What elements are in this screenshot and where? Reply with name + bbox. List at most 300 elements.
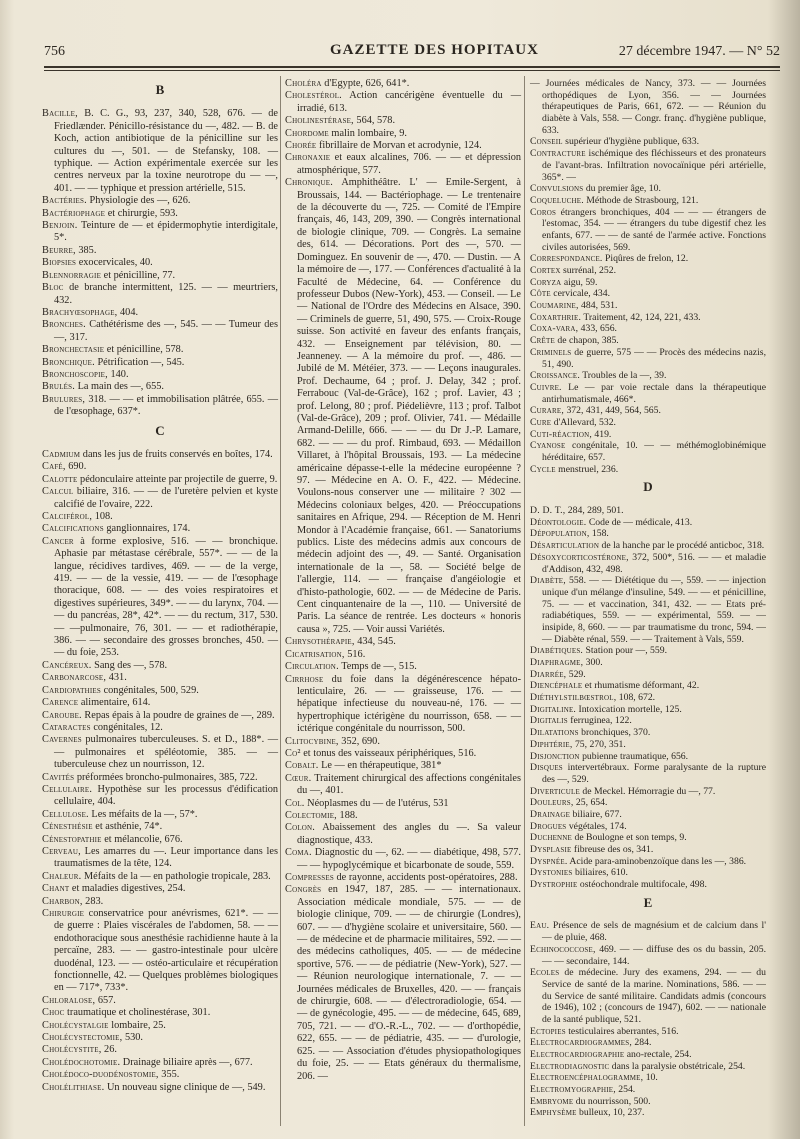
entry-text: en 1947, 187, 285. — — internationaux. Association médicale mondiale, 575. — — de biologie clinique, 709. — — de chirurgie (Londres), 607. — — d'hygiène scolaire et universitaire, 560. — — de médecine et de pharmacie militaires, 592. — — des médecins catholiques, 405. — — de médecine sportive, 576. — — de pédiatrie (New-York), 527. — — Réunion neurologique internationale, 7. — — Journées médicales de Bruxelles, 420. — — français de chirurgie, 608. — — d'électroradiologie, 654. — — de gynécologie, 495. — — de médecine, 645, 689, 705, 721. — — d'O.-R.-L., 702. — — d'orthopédie, 622, 655. — — de pédiatrie, 435. — — d'urologie, 625. — — Association d'études physiopathologiques du foie, 25. — — Etats généraux du thermalisme, 206. —	[297, 884, 521, 1082]
entry-text: Traitement chirurgical des affections congénitales du —, 401.	[297, 772, 521, 797]
index-entry	[42, 834, 278, 846]
index-entry	[530, 844, 766, 856]
section-letter: E	[643, 894, 653, 910]
index-entry	[530, 944, 766, 967]
entry-text: Méfaits de la — en pathologie tropicale, 283.	[81, 870, 271, 882]
entry-headword: Cirrhose	[285, 673, 324, 685]
entry-text: Troubles de la —, 39.	[579, 370, 667, 382]
entry-headword: Diaphragme,	[530, 657, 584, 668]
entry-headword: Drainage	[530, 808, 571, 820]
entry-headword: Cellulaire.	[42, 783, 93, 795]
entry-headword: Ecoles	[530, 967, 560, 979]
index-entry	[530, 786, 766, 798]
index-entry	[285, 736, 521, 748]
entry-headword: Dyspnée.	[530, 855, 568, 867]
entry-text: 25, 654.	[573, 797, 608, 809]
entry-headword: Coma.	[285, 847, 312, 859]
entry-text: à forme explosive, 516. — — bronchique. Aphasie par métastase cérébrale, 557*. — — de la langue, récidives tardives, 469. — — de la verge, 419. — — de la vessie, 419. — — de l'œsophage thoracique, 608. — — des voies respiratoires et digestives supérieures, 349*. — — du larynx, 704. — — du pancréas, 28*, 42*. — — du rectum, 317, 530. — —pulmonaire, 76, 301. — — et radiothérapie, 386. — — secondaire des grosses bronches, 450. — — du foie, 253.	[54, 535, 278, 659]
entry-headword: Drogues	[530, 820, 567, 832]
entry-headword: Cholédochotomie.	[42, 1056, 121, 1068]
entry-headword: Ectopies	[530, 1025, 566, 1037]
entry-headword: Coros	[530, 206, 557, 218]
index-entry	[530, 136, 766, 148]
entry-headword: Cénesthésie	[42, 821, 93, 833]
index-entry	[530, 78, 766, 136]
index-entry	[530, 207, 766, 254]
entry-text: et pénicilline, 578.	[104, 344, 184, 356]
entry-headword: Dilatations	[530, 727, 579, 739]
entry-headword: Disques	[530, 762, 563, 774]
entry-headword: Disjonction	[530, 750, 580, 762]
entry-text: 283.	[82, 895, 104, 907]
header-rule-thin	[44, 70, 780, 71]
entry-headword: Chronique.	[285, 177, 333, 189]
entry-headword: Chordome	[285, 127, 329, 139]
entry-headword: Coxa-vara,	[530, 323, 579, 335]
entry-headword: D. D. T.,	[530, 505, 566, 517]
entry-headword: Dystonies	[530, 867, 573, 879]
index-entry	[42, 809, 278, 821]
entry-text: 300.	[583, 657, 603, 668]
entry-text: Hypothèse sur les processus d'édification cellulaire, 404.	[54, 783, 278, 808]
entry-text: de Boulogne et son temps, 9.	[572, 832, 687, 844]
entry-text: 564, 578.	[353, 115, 396, 127]
entry-headword: Electroencéphalogramme,	[530, 1072, 644, 1084]
entry-headword: Col.	[285, 797, 305, 809]
entry-headword: Chant	[42, 883, 70, 895]
index-entry	[285, 128, 521, 140]
entry-text: 75, 270, 351.	[572, 738, 626, 750]
index-entry	[530, 751, 766, 763]
index-entry	[42, 710, 278, 722]
entry-text: Cathétérisme des —, 545. — — Tumeur des —, 317.	[54, 319, 278, 343]
entry-text: bronchiques, 370.	[578, 727, 651, 739]
index-entry	[285, 748, 521, 760]
entry-text: B. C. G., 93, 237, 340, 528, 676. — de Friedlænder. Pénicillo-résistance du —, 482. — B. de Koch, action antibiotique de la pénicilline sur les cultures du —, 501. — de Stefansky, 108. — typhique. — Action expérimentale exercée sur les centres nerveux par la toxine neurotrope du — —, 401. — — typhique et pression artérielle, 515.	[54, 108, 278, 194]
index-entry	[285, 177, 521, 636]
entry-text: Abaissement des angles du —. Sa valeur diagnostique, 433.	[297, 822, 521, 846]
index-entry	[530, 382, 766, 405]
index-entry	[530, 879, 766, 891]
entry-headword: Bronchique.	[42, 356, 95, 368]
index-entry	[530, 669, 766, 681]
index-entry	[42, 536, 278, 660]
index-entry	[530, 1096, 766, 1108]
index-entry	[530, 552, 766, 575]
entry-text: Temps de —, 515.	[338, 661, 417, 673]
entry-text: et pénicilline, 77.	[101, 269, 176, 281]
entry-text: Amphithéâtre. L' — Emile-Sergent, à Broussais, 144. — Bactériophage. — Le trentenaire de la découverte du —, 725. — Comité de l'Empire français, 46, 143, 209, 390. — Congrès international de biologie clinique, 709. — Congrès. La semaine des, 614. — Décorations. Port des —, 570. — Dominguez. En souvenir de —, 470. — Dustin. — A la mémoire de —, 177. — Conférences d'actualité à la Faculté de Médecine, 64. — Conférence du professeur Dubos (New-York), 453. — Conseil. — Le — National de l'Ordre des Médecins en Alsace, 390. — Criminels de guerre, 51, 490, 575. — Croix-Rouge suisse. Son activité en faveur des enfants français, 432. — Enseignement par télévision, 80. — Jeanneney. — A la mémoire du prof. —, 486. — Jubilé de M. Météier, 373. — — Leçons inaugurales. Prof. Dechaume, 64 ; prof. J. Delay, 342 ; prof. Ferrabouc (Val-de-Grâce), 162 ; prof. Lavier, 43 ; prof. Lelong, 80 ; prof. Piédelièvre, 113 ; prof. Talbot (Val-de-Grâce), 209 ; prof. Olivier, 741. — Médaille Armand-Delille, 666. — — — du Dr J.-P. Lamare, 682. — — — du prof. Rimbaud, 693. — Médaillon Villaret, à l'hôpital Broussais, 193. — La médecine américaine dépasse-t-elle la médecine européenne ? 97. — Médecine en A. O. F., 422. — Médecine. Voulons-nous conserver une — militaire ? 302 — Médecins coloniaux belges, 420. — Préoccupations sanitaires en Afrique, 294. — Réception de M. Henri Mondor à l'Académie française, 661. — Sanatoriums publics. Liste des médecins admis aux concours de médecin adjoint des —, 49. — Santé. Organisation internationale de la —, 58. — Société belge de l'allergie, 114. — — française d'angéiologie et d'histo-pathologie, 602. — — de Médecine de Paris. Cent cinquantenaire de la —, 110. — Université de Paris. La séance de rentrée. Les docteurs « honoris causa », 725. — Voir aussi Variétés.	[297, 177, 521, 635]
entry-headword: Chrysothérapie,	[285, 636, 355, 648]
index-entry	[530, 715, 766, 727]
entry-text: et chirurgie, 593.	[105, 207, 178, 219]
entry-headword: Cholinestérase,	[285, 115, 354, 127]
entry-text: Les méfaits de la —, 57*.	[88, 808, 198, 820]
entry-headword: Electrocardiographie	[530, 1049, 625, 1060]
entry-text: et maladies digestives, 254.	[69, 883, 186, 895]
index-entry	[42, 734, 278, 771]
index-entry	[42, 474, 278, 486]
entry-headword: Co²	[285, 747, 301, 759]
entry-text: 516.	[344, 648, 366, 660]
page-header	[30, 40, 780, 68]
index-entry	[530, 517, 766, 529]
entry-text: testiculaires aberrantes, 516.	[565, 1025, 679, 1037]
index-entry	[530, 405, 766, 417]
entry-text: ano-rectale, 254.	[624, 1049, 692, 1060]
entry-headword: Conseil	[530, 136, 563, 148]
entry-headword: Electrocardiogrammes,	[530, 1037, 632, 1049]
index-entry	[530, 253, 766, 265]
entry-headword: Cholédoco-duodénostomie,	[42, 1069, 159, 1081]
entry-headword: Bacille,	[42, 108, 78, 120]
index-entry	[42, 394, 278, 419]
index-entry	[285, 661, 521, 673]
entry-text: Drainage biliaire après —, 677.	[120, 1056, 253, 1068]
entry-headword: Cellulose.	[42, 808, 89, 820]
index-entry	[530, 727, 766, 739]
entry-text: 419.	[591, 428, 612, 440]
entry-text: 372, 500*, 516. — — et maladie d'Addison, 432, 498.	[542, 551, 766, 575]
entry-text: 284, 289, 501.	[565, 505, 624, 517]
entry-text: 404.	[117, 306, 139, 318]
entry-headword: Calcifications	[42, 523, 104, 535]
entry-text: Acide para-aminobenzoïque dans les —, 386.	[567, 855, 747, 867]
entry-text: 188.	[336, 809, 358, 821]
index-entry	[530, 1049, 766, 1061]
entry-headword: Douleurs,	[530, 797, 574, 809]
entry-text: exocervicales, 40.	[76, 257, 153, 269]
index-entry	[42, 672, 278, 684]
entry-headword: Calotte	[42, 473, 78, 485]
entry-headword: Cortex	[530, 265, 561, 276]
header-rule	[44, 66, 780, 68]
entry-text: fibrillaire de Morvan et acrodynie, 124.	[316, 140, 482, 152]
entry-text: dans les jus de fruits conservés en boîtes, 174.	[80, 448, 273, 460]
entry-headword: Cycle	[530, 463, 556, 475]
index-entry	[42, 697, 278, 709]
index-entry	[42, 344, 278, 356]
entry-text: et eaux alcalines, 706. — — et dépression atmosphérique, 577.	[297, 152, 521, 176]
entry-headword: Bactéries.	[42, 195, 87, 207]
entry-text: alimentaire, 614.	[78, 697, 151, 709]
index-entry	[42, 908, 278, 995]
entry-text: Le — par voie rectale dans la thérapeutique antirhumatismale, 466*.	[542, 381, 766, 405]
entry-text: intervertébraux. Forme paralysante de la rupture des —, 529.	[542, 762, 766, 785]
entry-headword: Cholécystectomie,	[42, 1032, 123, 1044]
entry-text: 431.	[106, 672, 127, 684]
index-entry	[42, 883, 278, 895]
index-entry	[42, 270, 278, 282]
entry-headword: Beurre,	[42, 244, 76, 256]
index-entry	[285, 872, 521, 884]
index-entry	[42, 208, 278, 220]
entry-text: Code de — médicale, 413.	[586, 516, 693, 528]
entry-text: végétales, 174.	[566, 820, 627, 832]
entry-text: ischémique des fléchisseurs et des pronateurs de l'avant-bras. Infiltration novocaïnique péri artérielle, 365*. —	[542, 148, 766, 183]
entry-text: Traitement, 42, 124, 221, 433.	[581, 311, 701, 323]
index-entry	[42, 846, 278, 871]
entry-text: de guerre, 575 — — Procès des médecins nazis, 51, 490.	[542, 346, 766, 370]
entry-text: 657.	[95, 994, 116, 1006]
index-entry	[42, 871, 278, 883]
entry-text: 690.	[65, 461, 87, 473]
entry-headword: Choc	[42, 1007, 65, 1019]
entry-text: Pétrification —, 545.	[94, 356, 185, 368]
index-entry	[530, 277, 766, 289]
entry-text: Teinture de — et épidermophytie interdigitale, 5*.	[54, 220, 278, 244]
entry-headword: Digitaline.	[530, 703, 577, 715]
entry-text: 284.	[632, 1037, 652, 1049]
index-column-2	[285, 78, 521, 1083]
index-entry	[530, 148, 766, 183]
index-entry	[530, 464, 766, 476]
entry-headword: Cyanose	[530, 440, 566, 452]
index-entry	[530, 440, 766, 463]
entry-headword: Circulation.	[285, 661, 339, 673]
entry-headword: Charbon,	[42, 895, 83, 907]
entry-text: 108.	[92, 511, 113, 522]
issue-date: 27 décembre 1947. — N° 52	[618, 44, 780, 59]
index-column-3	[530, 78, 766, 1119]
section-letter: B	[155, 82, 165, 97]
index-entry	[42, 307, 278, 319]
entry-headword: Crête	[530, 335, 555, 347]
index-entry	[530, 762, 766, 785]
index-entry	[42, 995, 278, 1007]
entry-headword: Curare,	[530, 405, 565, 417]
entry-text: congénitales, 500, 529.	[101, 684, 199, 696]
entry-headword: Cholécystalgie	[42, 1019, 109, 1031]
entry-text: de chapon, 385.	[554, 335, 619, 347]
index-entry	[530, 867, 766, 879]
entry-headword: Blennorragie	[42, 269, 102, 281]
entry-headword: Brachyœsophage,	[42, 306, 118, 318]
entry-headword: Diarrée,	[530, 668, 567, 680]
index-entry	[530, 347, 766, 370]
entry-headword: Carbonarcose,	[42, 672, 107, 684]
entry-headword: Criminels	[530, 346, 572, 358]
index-entry	[285, 649, 521, 661]
index-entry	[530, 1107, 766, 1119]
index-entry	[530, 183, 766, 195]
index-entry	[42, 1032, 278, 1044]
entry-headword: Cicatrisation,	[285, 648, 345, 660]
entry-headword: Congrès	[285, 884, 322, 896]
entry-text: bulleux, 10, 237.	[576, 1107, 645, 1119]
index-entry	[530, 832, 766, 844]
entry-text: 140.	[107, 368, 129, 380]
index-entry	[42, 660, 278, 672]
entry-headword: Dépopulation,	[530, 528, 590, 540]
entry-headword: Coxarthrie.	[530, 311, 582, 323]
index-entry	[42, 1057, 278, 1069]
entry-text: du foie dans la dégénérescence hépato-lenticulaire, 26. — — graisseuse, 176. — — hépatique infectieuse du nouveau-né, 176. — — hypertrophique ictérigène du nourrisson, 658. — — ictérique congénitale du nourrisson, 500.	[297, 673, 521, 735]
entry-headword: Colon.	[285, 822, 316, 834]
entry-text: de rayonne, accidents post-opératoires, 288.	[333, 872, 518, 883]
index-entry	[530, 335, 766, 347]
entry-headword: Brulés.	[42, 381, 76, 393]
entry-headword: Eau.	[530, 920, 550, 932]
index-entry	[42, 381, 278, 393]
entry-text: de la hanche par le procédé anticboc, 318.	[599, 540, 765, 552]
section-letter: D	[643, 479, 653, 495]
entry-text: d'Allevard, 532.	[551, 416, 616, 428]
index-entry	[285, 115, 521, 127]
index-entry	[530, 1084, 766, 1096]
entry-text: Piqûres de frelon, 12.	[602, 253, 689, 265]
entry-text: pubienne traumatique, 656.	[579, 750, 689, 762]
entry-headword: Coqueluche.	[530, 194, 584, 206]
entry-headword: Chorée	[285, 140, 317, 152]
index-entry	[530, 920, 766, 943]
index-entry	[42, 685, 278, 697]
entry-text: menstruel, 236.	[555, 463, 619, 475]
entry-text: 355.	[158, 1069, 180, 1081]
entry-text: pédonculaire atteinte par projectile de guerre, 9.	[77, 473, 278, 485]
entry-headword: Convulsions	[530, 183, 584, 195]
entry-headword: Cardiopathies	[42, 684, 101, 696]
index-entry	[42, 282, 278, 307]
index-entry	[42, 1082, 278, 1094]
entry-headword: Cœur.	[285, 772, 312, 784]
entry-text: 372, 431, 449, 564, 565.	[564, 405, 661, 417]
index-entry	[42, 220, 278, 245]
entry-text: 484, 531.	[578, 300, 618, 312]
entry-text: 530.	[122, 1032, 143, 1044]
entry-headword: Chloralose,	[42, 994, 96, 1006]
entry-text: Station pour —, 559.	[583, 645, 668, 657]
entry-text: 254.	[615, 1084, 636, 1096]
entry-headword: Cadmium	[42, 448, 81, 460]
entry-headword: Cataractes	[42, 721, 91, 733]
index-entry	[530, 195, 766, 207]
entry-text: traumatique et cholinestérase, 301.	[64, 1007, 211, 1019]
entry-headword: Duchenne	[530, 832, 573, 844]
entry-text: Méthode de Strasbourg, 121.	[583, 194, 699, 206]
index-entry	[42, 461, 278, 473]
entry-text: Les amarres du —. Leur importance dans les traumatismes de la tête, 124.	[54, 845, 278, 870]
entry-text: Diagnostic du —, 62. — — diabétique, 498, 577. — — hypoglycémique et bicarbonate de soude, 559.	[297, 847, 521, 871]
index-entry	[530, 540, 766, 552]
index-entry	[42, 1044, 278, 1056]
index-entry	[42, 1069, 278, 1081]
entry-text: et rhumatisme déformant, 42.	[582, 680, 700, 692]
index-entry	[42, 449, 278, 461]
entry-text: supérieur d'hygiène publique, 633.	[562, 136, 700, 148]
entry-headword: Echinococcose,	[530, 943, 596, 955]
entry-text: et asthénie, 74*.	[92, 821, 163, 833]
entry-headword: Bronchectasie	[42, 344, 105, 356]
entry-text: et mélancolie, 676.	[101, 833, 183, 845]
entry-headword: Désarticulation	[530, 540, 600, 552]
entry-headword: Digitalis	[530, 715, 568, 727]
entry-text: du nourrisson, 500.	[573, 1095, 651, 1107]
index-entry	[285, 140, 521, 152]
entry-text: conservatrice pour anévrismes, 621*. — — de guerre : Plaies viscérales de l'abdomen, 58. — — endothoracique sous anesthésie rachidienne haute à la percaïne, 283. — — gastro-intestinale pour ulcère duodénal, 123. — — ostéo-articulaire et récupération fonctionnelle, 42. — Quelques problèmes biologiques en — 717*, 733*.	[54, 908, 278, 994]
entry-text: et tonus des vaisseaux périphériques, 516.	[300, 747, 477, 759]
entry-text: du premier âge, 10.	[583, 183, 661, 195]
entry-text: préformées broncho-pulmonaires, 385, 722.	[74, 771, 258, 783]
entry-text: fibreuse des os, 341.	[571, 844, 654, 855]
entry-text: congénitales, 12.	[90, 721, 163, 733]
entry-headword: Benjoin.	[42, 220, 78, 232]
index-entry	[530, 809, 766, 821]
entry-text: Repas épais à la poudre de graines de —, 289.	[81, 709, 275, 721]
entry-headword: Electromyographie,	[530, 1084, 616, 1096]
index-entry	[530, 657, 766, 669]
entry-headword: Diéthylstilbœstrol,	[530, 692, 617, 704]
entry-headword: Cavités	[42, 771, 75, 783]
index-entry	[42, 896, 278, 908]
index-entry	[285, 798, 521, 810]
index-entry	[42, 821, 278, 833]
entry-headword: Chaleur.	[42, 870, 82, 882]
index-entry	[530, 312, 766, 324]
entry-text: ostéochondrale multifocale, 498.	[577, 879, 707, 891]
journal-title: GAZETTE DES HOPITAUX	[330, 42, 539, 58]
entry-text: cervicale, 434.	[550, 288, 611, 300]
entry-text: 108, 672.	[616, 692, 656, 704]
entry-text: Sang des —, 578.	[91, 659, 168, 671]
index-entry	[530, 821, 766, 833]
index-entry	[42, 511, 278, 523]
entry-headword: Bronches.	[42, 319, 86, 331]
index-entry	[42, 1020, 278, 1032]
index-entry	[530, 692, 766, 704]
entry-headword: Correspondance.	[530, 253, 603, 265]
page-number: 756	[44, 44, 65, 59]
index-entry	[42, 772, 278, 784]
entry-text: 433, 656.	[578, 323, 617, 335]
index-entry	[530, 680, 766, 692]
index-entry	[285, 773, 521, 798]
entry-text: 26.	[101, 1044, 117, 1056]
index-entry	[530, 856, 766, 868]
entry-text: 385.	[75, 244, 97, 256]
index-entry	[42, 369, 278, 381]
index-entry	[285, 152, 521, 177]
entry-text: biliaire, 677.	[570, 808, 622, 820]
entry-text: Le — en thérapeutique, 381*	[318, 760, 442, 772]
entry-text: d'Egypte, 626, 641*.	[321, 78, 410, 89]
entry-text: biliaire, 316. — — de l'uretère pelvien et kyste calcifié de l'ovaire, 222.	[54, 486, 278, 510]
entry-headword: Emphysème	[530, 1107, 577, 1119]
index-entry	[285, 78, 521, 90]
index-entry	[530, 797, 766, 809]
entry-text: de médecine. Jury des examens, 294. — — du Service de santé de la marine. Nominations, 586. — — du Service de santé militaire. Candidats admis (concours de 1946), 102 ; (concours de 1947), 602. — — nationale de la santé publique, 521.	[542, 967, 766, 1025]
entry-headword: Côte	[530, 288, 551, 300]
entry-headword: Diencéphale	[530, 680, 583, 692]
index-entry	[285, 884, 521, 1083]
entry-headword: Désoxycorticostérone,	[530, 551, 629, 563]
entry-headword: Cholestérol.	[285, 90, 342, 102]
entry-headword: Diabète,	[530, 575, 566, 587]
entry-headword: Cancéreux.	[42, 659, 92, 671]
index-entry	[530, 1026, 766, 1038]
entry-headword: Electrodiagnostic	[530, 1060, 610, 1072]
entry-text: La main des —, 655.	[75, 381, 164, 393]
entry-headword: Chronaxie	[285, 152, 331, 164]
entry-headword: Cénestopathie	[42, 833, 102, 845]
index-entry	[42, 108, 278, 195]
entry-text: Néoplasmes du — de l'utérus, 531	[304, 797, 449, 809]
column-divider	[524, 76, 525, 1126]
entry-headword: Colectomie,	[285, 809, 337, 821]
entry-text: ganglionnaires, 174.	[103, 523, 191, 535]
entry-headword: Cuivre.	[530, 381, 562, 393]
index-entry	[285, 674, 521, 736]
